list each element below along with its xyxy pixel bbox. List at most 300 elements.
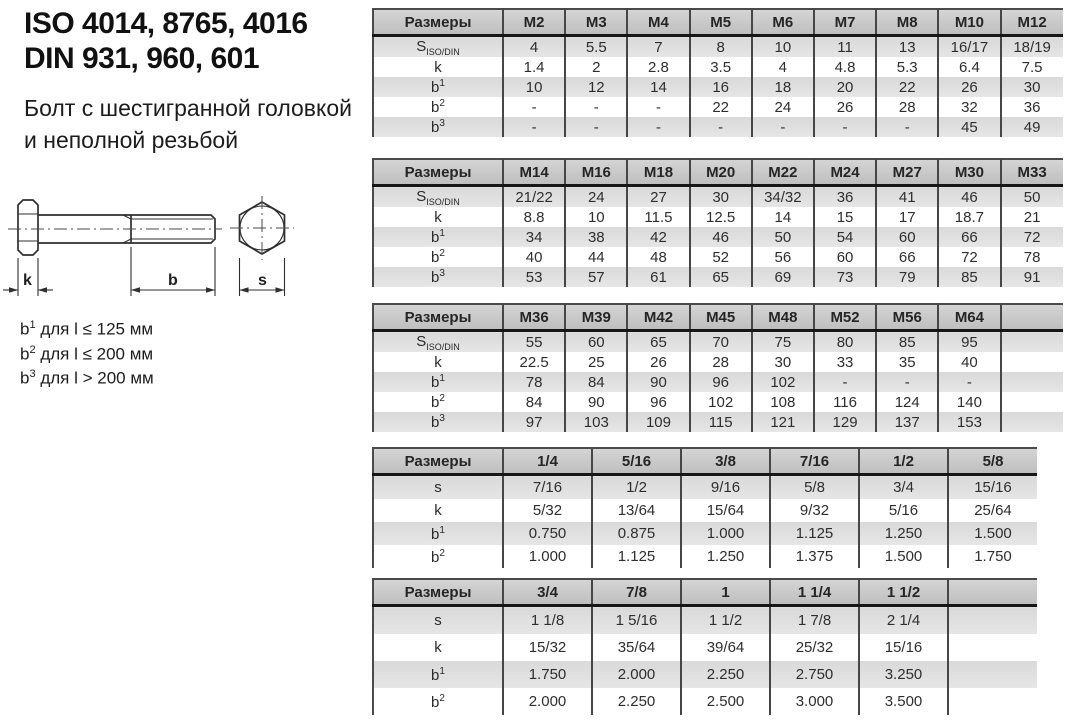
table-row	[373, 247, 1063, 267]
dimension-value-cell: 60	[876, 227, 938, 247]
dimension-value-cell	[1001, 392, 1063, 412]
size-column-header: M45	[690, 304, 752, 331]
dimension-value-cell: 38	[565, 227, 627, 247]
dimension-value-cell	[948, 634, 1037, 661]
dimension-row-label: k	[434, 639, 442, 656]
dimension-value-cell: 90	[565, 392, 627, 412]
size-column-header: M18	[627, 159, 689, 186]
table-row	[373, 77, 1063, 97]
dimension-row-label: $b^1$	[373, 227, 503, 247]
dimension-value-cell: 46	[938, 186, 1000, 208]
dimension-value-cell: 5/32	[503, 499, 592, 522]
dimension-value-cell: 34/32	[752, 186, 814, 208]
dimension-value-cell: 24	[565, 186, 627, 208]
dimension-value-cell: 48	[627, 247, 689, 267]
dimension-value-cell: 3.5	[690, 57, 752, 77]
dimension-value-cell	[1001, 412, 1063, 432]
k-arrow-left	[9, 287, 18, 293]
dimension-value-cell: 30	[1001, 77, 1063, 97]
dimension-value-cell: -	[690, 117, 752, 137]
table-row	[373, 117, 1063, 137]
dimension-label-k: k	[23, 272, 32, 289]
dimension-value-cell: -	[565, 117, 627, 137]
dimension-value-cell: 9/16	[681, 475, 770, 500]
size-column-header: 5/16	[592, 448, 681, 475]
dimension-value-cell: 27	[627, 186, 689, 208]
dimension-value-cell: 1.375	[770, 545, 859, 568]
dimension-value-cell: 73	[814, 267, 876, 287]
dimension-value-cell: 22.5	[503, 352, 565, 372]
table-row	[373, 545, 1037, 568]
dimension-value-cell: 12	[565, 77, 627, 97]
table-row	[373, 207, 1063, 227]
dimension-value-cell: 2.500	[681, 688, 770, 715]
dimension-value-cell: 46	[690, 227, 752, 247]
table-row	[373, 267, 1063, 287]
note-b3: $b^3$ для l > 200 мм	[20, 368, 154, 388]
dimension-value-cell: -	[752, 117, 814, 137]
dimension-value-cell: 2 1/4	[859, 606, 948, 635]
dimension-value-cell: 72	[938, 247, 1000, 267]
dimension-row-label: $S_{ISO/DIN}$	[373, 331, 503, 353]
dimension-value-cell: -	[938, 372, 1000, 392]
size-column-header: M39	[565, 304, 627, 331]
bolt-technical-drawing	[0, 180, 340, 315]
bolt-description	[24, 92, 352, 156]
dimension-row-label: k	[434, 353, 442, 371]
size-column-header: M14	[503, 159, 565, 186]
dimension-value-cell	[1001, 331, 1063, 353]
dimension-value-cell: 1.750	[503, 661, 592, 688]
size-column-header: 3/4	[503, 579, 592, 606]
dimension-value-cell: -	[627, 97, 689, 117]
dimension-value-cell: 18.7	[938, 207, 1000, 227]
s-arrow-left	[240, 287, 249, 293]
size-column-header: M3	[565, 9, 627, 36]
size-column-header: 1 1/4	[770, 579, 859, 606]
dimension-value-cell: 10	[565, 207, 627, 227]
dimension-table-metric-m36-m64	[372, 303, 1063, 432]
size-column-header: M20	[690, 159, 752, 186]
dimension-value-cell: 153	[938, 412, 1000, 432]
dimension-value-cell: 1.500	[948, 522, 1037, 545]
size-column-header: M2	[503, 9, 565, 36]
size-column-header: M10	[938, 9, 1000, 36]
dimension-value-cell: 2.000	[503, 688, 592, 715]
page-title	[24, 6, 308, 76]
table-row	[373, 36, 1063, 58]
dimension-value-cell: 129	[814, 412, 876, 432]
dimension-value-cell: 42	[627, 227, 689, 247]
dimension-value-cell: 1 1/2	[681, 606, 770, 635]
dimension-value-cell: 24	[752, 97, 814, 117]
dimension-value-cell: -	[876, 117, 938, 137]
dimension-value-cell: 17	[876, 207, 938, 227]
size-column-header: M27	[876, 159, 938, 186]
size-column-header: M12	[1001, 9, 1063, 36]
size-column-header: M64	[938, 304, 1000, 331]
table-row	[373, 186, 1063, 208]
dimension-value-cell: 5.5	[565, 36, 627, 58]
dimension-value-cell: 6.4	[938, 57, 1000, 77]
size-column-header	[948, 579, 1037, 606]
sizes-header-cell: Размеры	[373, 9, 503, 36]
bolt-description-line2: и неполной резьбой	[24, 127, 239, 153]
size-column-header: M16	[565, 159, 627, 186]
dimension-value-cell: 102	[690, 392, 752, 412]
dimension-value-cell: 30	[690, 186, 752, 208]
size-column-header: M56	[876, 304, 938, 331]
dimension-value-cell: 44	[565, 247, 627, 267]
dimension-value-cell: 78	[1001, 247, 1063, 267]
dimension-value-cell: 13	[876, 36, 938, 58]
dimension-value-cell: -	[565, 97, 627, 117]
size-column-header: M30	[938, 159, 1000, 186]
dimension-value-cell: 10	[503, 77, 565, 97]
dimension-value-cell: 50	[752, 227, 814, 247]
table-row	[373, 392, 1063, 412]
dimension-value-cell: 7.5	[1001, 57, 1063, 77]
dimension-row-label: $S_{ISO/DIN}$	[373, 36, 503, 58]
dimension-value-cell: 84	[503, 392, 565, 412]
dimension-value-cell: 5/16	[859, 499, 948, 522]
dimension-value-cell: 36	[1001, 97, 1063, 117]
dimension-value-cell: 3.000	[770, 688, 859, 715]
dimension-value-cell: 12.5	[690, 207, 752, 227]
dimension-value-cell: 26	[627, 352, 689, 372]
dimension-value-cell: 53	[503, 267, 565, 287]
dimension-value-cell: 36	[814, 186, 876, 208]
table-row	[373, 57, 1063, 77]
dimension-value-cell: 61	[627, 267, 689, 287]
dimension-value-cell: 57	[565, 267, 627, 287]
bolt-description-line1: Болт с шестигранной головкой	[24, 95, 352, 121]
dimension-value-cell: 21/22	[503, 186, 565, 208]
dimension-value-cell: 91	[1001, 267, 1063, 287]
dimension-row-label: $b^1$	[373, 661, 503, 688]
dimension-value-cell: 54	[814, 227, 876, 247]
table-header-row	[373, 304, 1063, 331]
dimension-value-cell: 1.500	[859, 545, 948, 568]
size-column-header: M33	[1001, 159, 1063, 186]
dimension-table-imperial-1-4-to-5-8	[372, 447, 1037, 568]
dimension-value-cell: 124	[876, 392, 938, 412]
dimension-row-label: $b^2$	[431, 547, 445, 566]
dimension-value-cell: 40	[938, 352, 1000, 372]
dimension-value-cell: 10	[752, 36, 814, 58]
dimension-value-cell: 2.250	[681, 661, 770, 688]
dimension-value-cell: 4	[752, 57, 814, 77]
dimension-value-cell: 85	[938, 267, 1000, 287]
dimension-value-cell: 1 7/8	[770, 606, 859, 635]
size-column-header: 1/4	[503, 448, 592, 475]
dimension-value-cell: 75	[752, 331, 814, 353]
note-b2: $b^2$ для l ≤ 200 мм	[20, 343, 154, 364]
sizes-header-cell: Размеры	[373, 159, 503, 186]
dimension-value-cell: 66	[938, 227, 1000, 247]
dimension-value-cell: 15/64	[681, 499, 770, 522]
dimension-value-cell: 70	[690, 331, 752, 353]
dimension-value-cell: 34	[503, 227, 565, 247]
dimension-value-cell: 109	[627, 412, 689, 432]
b-arrow-left	[131, 287, 140, 293]
thread-length-notes	[20, 315, 154, 389]
dimension-value-cell: 102	[752, 372, 814, 392]
dimension-value-cell: 56	[752, 247, 814, 267]
dimension-row-label: $b^2$	[431, 692, 445, 711]
dimension-label-s: s	[258, 272, 267, 289]
dimension-value-cell: 108	[752, 392, 814, 412]
dimension-value-cell: 9/32	[770, 499, 859, 522]
table-row	[373, 688, 1037, 715]
dimension-value-cell: 65	[627, 331, 689, 353]
dimension-value-cell: 96	[627, 392, 689, 412]
dimension-table-metric-m14-m33	[372, 158, 1063, 287]
din-standards-line: DIN 931, 960, 601	[24, 42, 260, 75]
size-column-header: M52	[814, 304, 876, 331]
dimension-value-cell: 5.3	[876, 57, 938, 77]
dimension-value-cell: 32	[938, 97, 1000, 117]
dimension-value-cell: -	[876, 372, 938, 392]
dimension-value-cell: 1.125	[592, 545, 681, 568]
size-column-header: M36	[503, 304, 565, 331]
size-column-header: M42	[627, 304, 689, 331]
dimension-value-cell	[948, 688, 1037, 715]
dimension-value-cell	[948, 661, 1037, 688]
dimension-value-cell: 14	[752, 207, 814, 227]
dimension-value-cell: 1.000	[503, 545, 592, 568]
dimension-value-cell: 16/17	[938, 36, 1000, 58]
dimension-value-cell: 28	[876, 97, 938, 117]
dimension-row-label: $b^1$	[373, 372, 503, 392]
dimension-value-cell: 116	[814, 392, 876, 412]
table-row	[373, 499, 1037, 522]
dimension-value-cell: 4.8	[814, 57, 876, 77]
dimension-row-label: $b^2$	[431, 98, 445, 116]
sizes-header-cell: Размеры	[373, 448, 503, 475]
dimension-value-cell: 8.8	[503, 207, 565, 227]
dimension-value-cell: 13/64	[592, 499, 681, 522]
size-column-header: 1	[681, 579, 770, 606]
dimension-value-cell: 30	[752, 352, 814, 372]
dimension-value-cell: 22	[876, 77, 938, 97]
table-row	[373, 227, 1063, 247]
dimension-value-cell: -	[503, 117, 565, 137]
dimension-value-cell: 78	[503, 372, 565, 392]
dimension-value-cell: 65	[690, 267, 752, 287]
size-column-header: 5/8	[948, 448, 1037, 475]
dimension-value-cell: 72	[1001, 227, 1063, 247]
dimension-value-cell: 18/19	[1001, 36, 1063, 58]
dimension-value-cell: -	[627, 117, 689, 137]
table-row	[373, 522, 1037, 545]
dimension-value-cell: 0.750	[503, 522, 592, 545]
b-arrow-right	[206, 287, 215, 293]
dimension-value-cell: 7	[627, 36, 689, 58]
dimension-value-cell: 33	[814, 352, 876, 372]
dimension-value-cell: 40	[503, 247, 565, 267]
dimension-value-cell: 2	[565, 57, 627, 77]
table-row	[373, 97, 1063, 117]
size-column-header: M24	[814, 159, 876, 186]
dimension-value-cell: 7/16	[503, 475, 592, 500]
dimension-value-cell: 1 1/8	[503, 606, 592, 635]
dimension-value-cell: 2.250	[592, 688, 681, 715]
dimension-value-cell: 66	[876, 247, 938, 267]
dimension-row-label: $b^3$	[373, 412, 503, 432]
table-row	[373, 634, 1037, 661]
dimension-value-cell: 15	[814, 207, 876, 227]
sizes-header-cell: Размеры	[373, 304, 503, 331]
dimension-value-cell: 97	[503, 412, 565, 432]
dimension-value-cell: 1.4	[503, 57, 565, 77]
dimension-row-label: $b^1$	[373, 77, 503, 97]
dimension-value-cell: 69	[752, 267, 814, 287]
dimension-row-label: $S_{ISO/DIN}$	[373, 186, 503, 208]
table-row	[373, 331, 1063, 353]
dimension-value-cell: 3.250	[859, 661, 948, 688]
dimension-value-cell: 49	[1001, 117, 1063, 137]
dimension-value-cell: 90	[627, 372, 689, 392]
dimension-value-cell: 55	[503, 331, 565, 353]
dimension-value-cell: 25/64	[948, 499, 1037, 522]
dimension-value-cell: 121	[752, 412, 814, 432]
dimension-value-cell: 115	[690, 412, 752, 432]
dimension-value-cell: 140	[938, 392, 1000, 412]
dimension-row-label: k	[434, 502, 442, 519]
dimension-row-label: $b^3$	[373, 267, 503, 287]
dimension-value-cell: 84	[565, 372, 627, 392]
table-row	[373, 412, 1063, 432]
dimension-row-label: $b^1$	[373, 522, 503, 545]
dimension-value-cell: 52	[690, 247, 752, 267]
sizes-header-cell: Размеры	[373, 579, 503, 606]
dimension-value-cell: 21	[1001, 207, 1063, 227]
dimension-value-cell: 60	[565, 331, 627, 353]
dimension-value-cell: 35/64	[592, 634, 681, 661]
dimension-value-cell: -	[814, 372, 876, 392]
dimension-value-cell: 28	[690, 352, 752, 372]
dimension-value-cell: 1.250	[681, 545, 770, 568]
dimension-value-cell: 20	[814, 77, 876, 97]
table-row	[373, 352, 1063, 372]
dimension-value-cell: 60	[814, 247, 876, 267]
table-header-row	[373, 159, 1063, 186]
note-b1: $b^1$ для l ≤ 125 мм	[20, 319, 154, 339]
dimension-value-cell: 1/2	[592, 475, 681, 500]
table-row	[373, 661, 1037, 688]
dimension-value-cell: 45	[938, 117, 1000, 137]
dimension-value-cell: 50	[1001, 186, 1063, 208]
dimension-value-cell: 2.000	[592, 661, 681, 688]
dimension-value-cell: 18	[752, 77, 814, 97]
dimension-row-label: k	[434, 58, 442, 76]
dimension-value-cell: 41	[876, 186, 938, 208]
dimension-value-cell: 1.000	[681, 522, 770, 545]
dimension-value-cell	[1001, 372, 1063, 392]
dimension-value-cell: 16	[690, 77, 752, 97]
dimension-value-cell	[1001, 352, 1063, 372]
table-header-row	[373, 448, 1037, 475]
table-row	[373, 372, 1063, 392]
dimension-value-cell: 85	[876, 331, 938, 353]
dimension-value-cell: 1.750	[948, 545, 1037, 568]
s-arrow-right	[276, 287, 285, 293]
dimension-row-label: k	[434, 208, 442, 226]
dimension-value-cell: 1.250	[859, 522, 948, 545]
size-column-header: M22	[752, 159, 814, 186]
dimension-row-label: $b^2$	[431, 248, 445, 266]
dimension-value-cell: -	[503, 97, 565, 117]
dimension-value-cell: 95	[938, 331, 1000, 353]
table-header-row	[373, 579, 1037, 606]
dimension-value-cell: 2.750	[770, 661, 859, 688]
table-row	[373, 475, 1037, 500]
dimension-value-cell: -	[814, 117, 876, 137]
size-column-header: 1 1/2	[859, 579, 948, 606]
dimension-value-cell: 22	[690, 97, 752, 117]
dimension-value-cell: 35	[876, 352, 938, 372]
dimension-value-cell: 15/32	[503, 634, 592, 661]
dimension-value-cell: 79	[876, 267, 938, 287]
dimension-value-cell: 1 5/16	[592, 606, 681, 635]
dimension-value-cell: 137	[876, 412, 938, 432]
size-column-header: M8	[876, 9, 938, 36]
size-column-header: M4	[627, 9, 689, 36]
dimension-value-cell: 15/16	[859, 634, 948, 661]
dimension-value-cell: 25	[565, 352, 627, 372]
dimension-value-cell: 14	[627, 77, 689, 97]
dimension-value-cell: 1.125	[770, 522, 859, 545]
size-column-header: M6	[752, 9, 814, 36]
dimension-value-cell: 26	[814, 97, 876, 117]
size-column-header: M5	[690, 9, 752, 36]
bolt-head-outline	[18, 200, 38, 255]
table-header-row	[373, 9, 1063, 36]
dimension-table-imperial-3-4-to-1-1-2	[372, 578, 1037, 715]
dimension-value-cell: 2.8	[627, 57, 689, 77]
dimension-value-cell: 15/16	[948, 475, 1037, 500]
size-column-header: 1/2	[859, 448, 948, 475]
dimension-row-label: s	[373, 606, 503, 635]
dimension-value-cell: 5/8	[770, 475, 859, 500]
table-row	[373, 606, 1037, 635]
dimension-value-cell: 8	[690, 36, 752, 58]
dimension-value-cell: 96	[690, 372, 752, 392]
dimension-value-cell: 25/32	[770, 634, 859, 661]
dimension-value-cell: 11	[814, 36, 876, 58]
dimension-value-cell: 103	[565, 412, 627, 432]
dimension-value-cell: 3.500	[859, 688, 948, 715]
dimension-value-cell: 3/4	[859, 475, 948, 500]
size-column-header: 7/8	[592, 579, 681, 606]
dimension-value-cell: 11.5	[627, 207, 689, 227]
dimension-value-cell: 39/64	[681, 634, 770, 661]
k-arrow-right	[38, 287, 47, 293]
size-column-header: M7	[814, 9, 876, 36]
dimension-value-cell	[948, 606, 1037, 635]
dimension-row-label: $b^3$	[373, 117, 503, 137]
dimension-value-cell: 4	[503, 36, 565, 58]
size-column-header: M48	[752, 304, 814, 331]
size-column-header: 7/16	[770, 448, 859, 475]
dimension-value-cell: 0.875	[592, 522, 681, 545]
size-column-header: 3/8	[681, 448, 770, 475]
size-column-header	[1001, 304, 1063, 331]
dimension-value-cell: 26	[938, 77, 1000, 97]
dimension-value-cell: 80	[814, 331, 876, 353]
iso-standards-line: ISO 4014, 8765, 4016	[24, 7, 308, 40]
